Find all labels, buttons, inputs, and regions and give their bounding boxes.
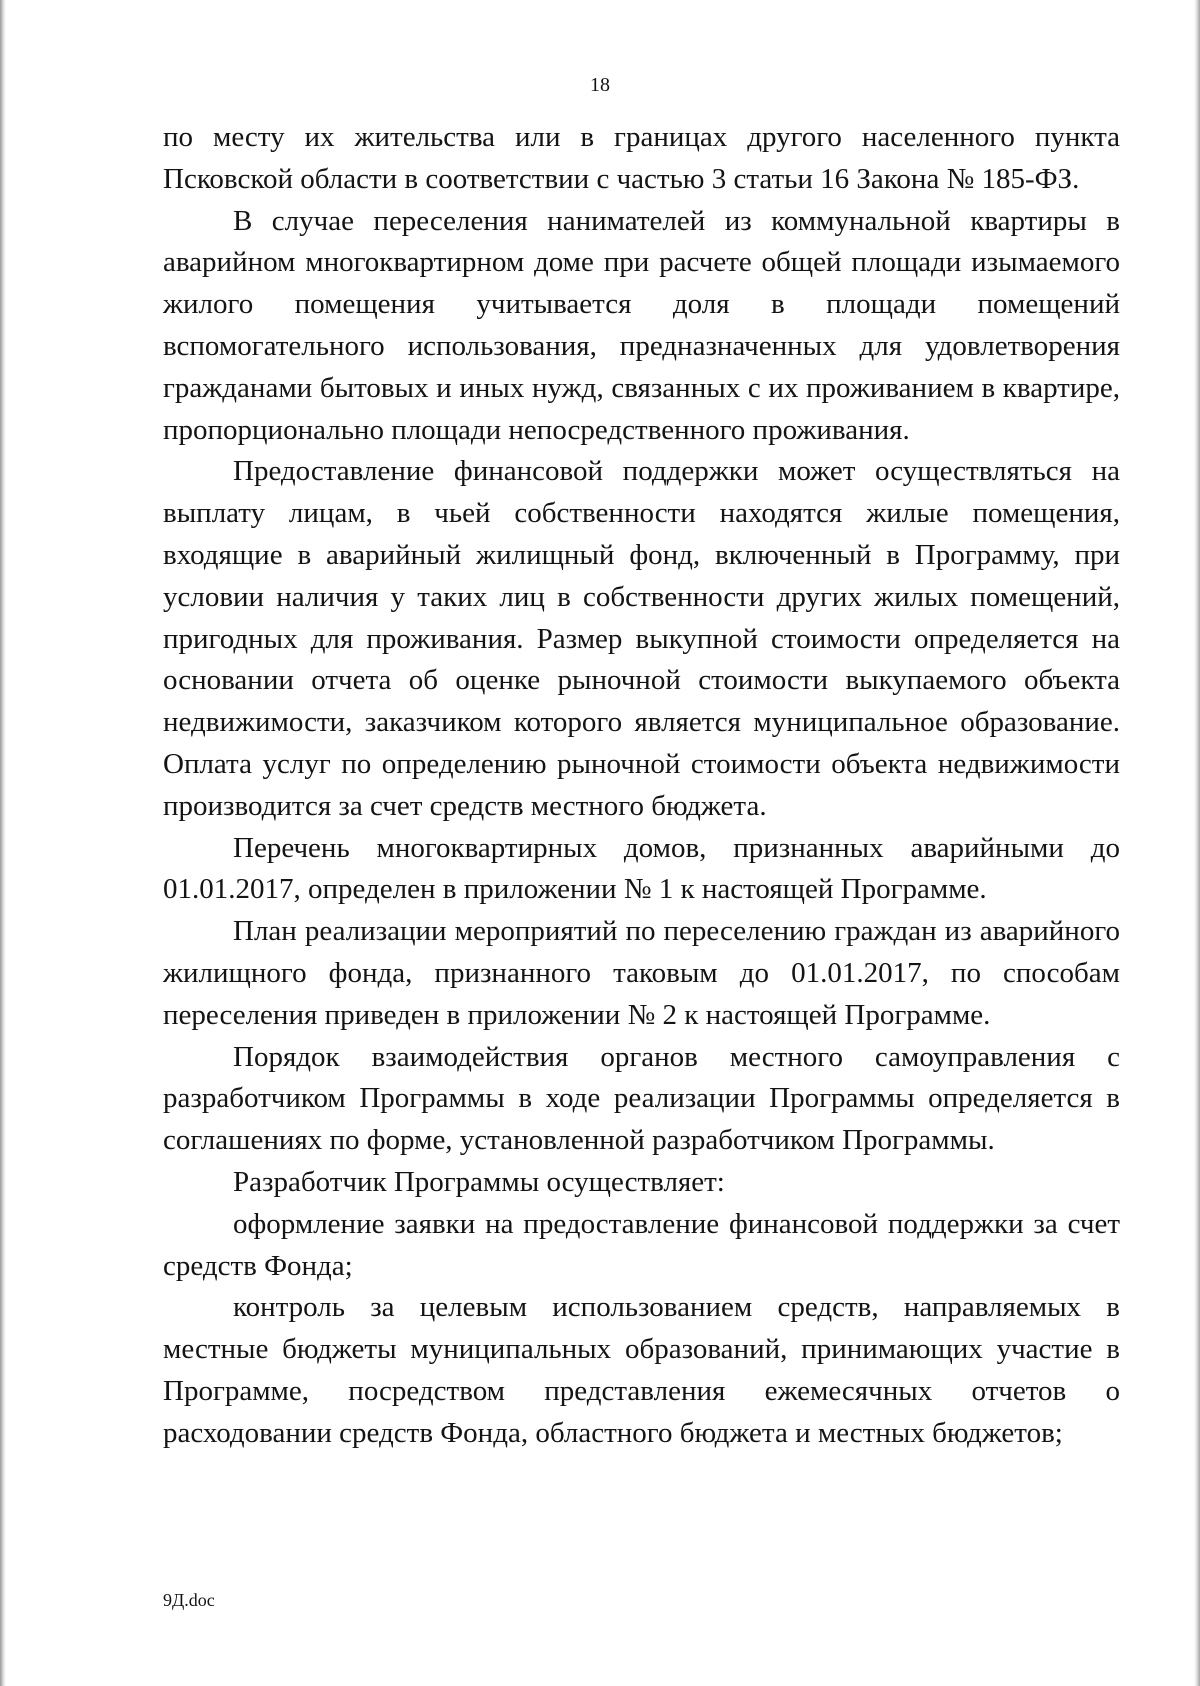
scan-edge-left: [0, 0, 6, 1686]
scan-edge-right: [1194, 0, 1200, 1686]
paragraph-communal-apartment: В случае переселения нанимателей из коммунальной квартиры в аварийном многоквартирном доме при расчете общей площади изымаемого жилого помещения учитывается доля в площади помещений вспомогательного использования, предназначенных для удовлетворения гражданами бытовых и иных нужд, связанных с их проживанием в квартире, пропорционально площади непосредственного проживания.: [163, 204, 1120, 446]
paragraph-developer-duties-intro: Разработчик Программы осуществляет:: [233, 1165, 725, 1198]
paragraph-financial-support: Предоставление финансовой поддержки может осуществляться на выплату лицам, в чьей собственности находятся жилые помещения, входящие в аварийный жилищный фонд, включенный в Программу, при условии наличия у таких лиц в собственности других жилых помещений, пригодных для проживания. Размер выкупной стоимости определяется на основании отчета об оценке рыночной стоимости выкупаемого объекта недвижимости, заказчиком которого является муниципальное образование. Оплата услуг по определению рыночной стоимости объекта недвижимости производится за счет средств местного бюджета.: [163, 455, 1120, 822]
paragraph-resettlement-plan: План реализации мероприятий по переселению граждан из аварийного жилищного фонда, признанного таковым до 01.01.2017, по способам переселения приведен в приложении № 2 к настоящей Программе.: [163, 915, 1120, 1031]
page-number: 18: [590, 74, 610, 96]
footer-filename: 9Д.doc: [163, 1590, 215, 1610]
paragraph-continuation: по месту их жительства или в границах другого населенного пункта Псковской области в соответствии с частью 3 статьи 16 Закона № 185-ФЗ.: [163, 121, 1120, 195]
paragraph-application-item: оформление заявки на предоставление финансовой поддержки за счет средств Фонда;: [163, 1207, 1120, 1282]
paragraph-control-item: контроль за целевым использованием средств, направляемых в местные бюджеты муниципальных образований, принимающих участие в Программе, посредством представления ежемесячных отчетов о расходовании средств Фонда, областного бюджета и местных бюджетов;: [163, 1291, 1120, 1449]
paragraph-house-list: Перечень многоквартирных домов, признанных аварийными до 01.01.2017, определен в приложении № 1 к настоящей Программе.: [163, 831, 1120, 906]
document-body: [163, 117, 1120, 1455]
paragraph-interaction-procedure: Порядок взаимодействия органов местного самоуправления с разработчиком Программы в ходе реализации Программы определяется в соглашениях по форме, установленной разработчиком Программы.: [163, 1040, 1120, 1157]
